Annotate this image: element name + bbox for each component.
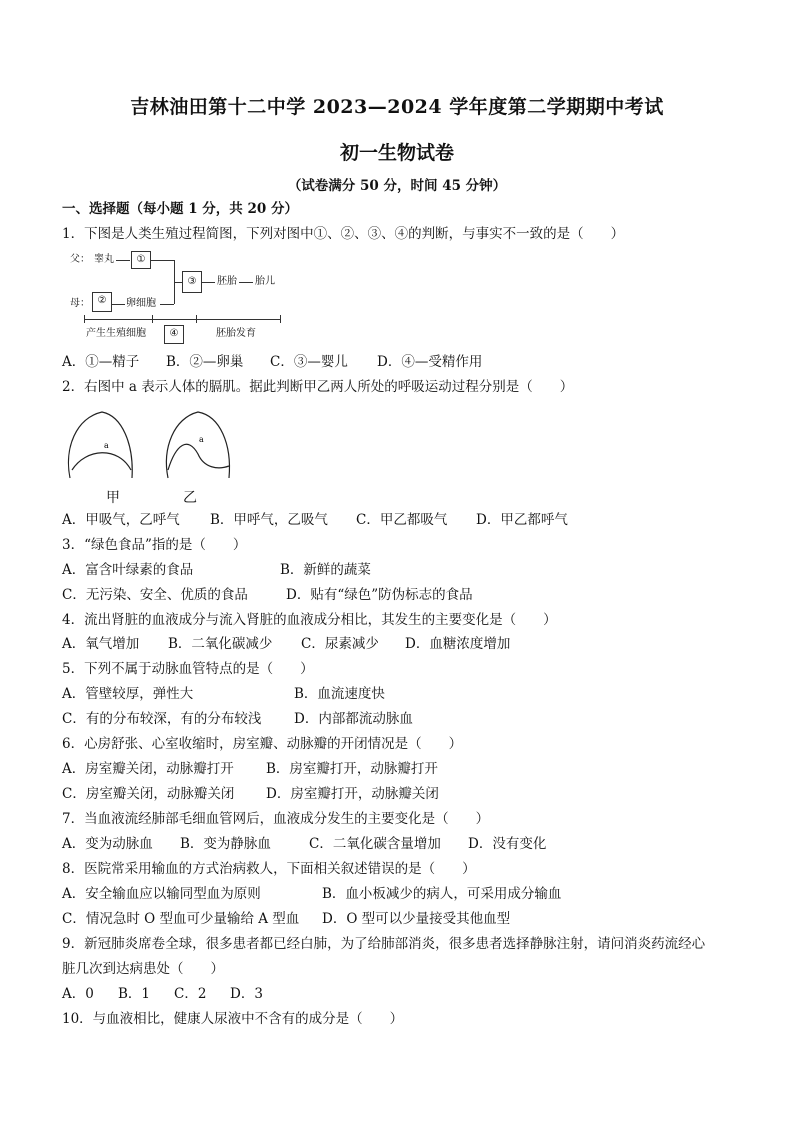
- q6-option-a[interactable]: A．房室瓣关闭，动脉瓣打开: [62, 761, 234, 777]
- reproduction-diagram: [70, 248, 282, 346]
- q7-option-c[interactable]: C．二氧化碳含量增加: [309, 836, 441, 852]
- q9-option-c[interactable]: C．2: [174, 986, 207, 1002]
- q5-option-d[interactable]: D．内部都流动脉血: [294, 711, 413, 727]
- q4-option-a[interactable]: A．氧气增加: [62, 636, 140, 652]
- arrow-line: [201, 282, 215, 283]
- arrow-line: [239, 282, 253, 283]
- connector-line: [160, 304, 174, 305]
- q3-option-c[interactable]: C．无污染、安全、优质的食品: [62, 587, 248, 603]
- question-4-stem: 4．流出肾脏的血液成分与流入肾脏的血液成分相比，其发生的主要变化是（ ）: [62, 612, 557, 628]
- q8-option-a[interactable]: A．安全输血应以输同型血为原则: [62, 886, 261, 902]
- q8-option-b[interactable]: B．血小板减少的病人，可采用成分输血: [322, 886, 562, 902]
- exam-subtitle: 初一生物试卷: [339, 142, 454, 164]
- q3-option-d[interactable]: D．贴有“绿色”防伪标志的食品: [286, 587, 473, 603]
- question-10-stem: 10．与血液相比，健康人尿液中不含有的成分是（ ）: [62, 1011, 404, 1027]
- arrow-line: [174, 282, 182, 283]
- q8-option-d[interactable]: D．O 型可以少量接受其他血型: [322, 911, 511, 927]
- stage-tick: [84, 315, 85, 323]
- question-9-stem-line2: 脏几次到达病患处（ ）: [62, 961, 224, 977]
- question-2-stem: 2．右图中 a 表示人体的膈肌。据此判断甲乙两人所处的呼吸运动过程分别是（ ）: [62, 379, 574, 395]
- q5-option-c[interactable]: C．有的分布较深，有的分布较浅: [62, 711, 262, 727]
- egg-label: 卵细胞: [126, 298, 156, 309]
- section-heading: 一、选择题（每小题 1 分，共 20 分）: [62, 201, 298, 217]
- question-5-stem: 5．下列不属于动脉血管特点的是（ ）: [62, 661, 314, 677]
- fetus-label: 胎儿: [255, 276, 275, 287]
- q6-option-d[interactable]: D．房室瓣打开，动脉瓣关闭: [266, 786, 439, 802]
- q7-option-b[interactable]: B．变为静脉血: [180, 836, 271, 852]
- embryo-label: 胚胎: [217, 276, 237, 287]
- q2-option-d[interactable]: D．甲乙都呼气: [476, 512, 568, 528]
- stage-label-embryo-development: 胚胎发育: [216, 328, 256, 339]
- q4-option-b[interactable]: B．二氧化碳减少: [168, 636, 273, 652]
- label-a-right: a: [199, 435, 204, 444]
- q1-option-b[interactable]: B．②—卵巢: [166, 354, 244, 370]
- arrow-line: [111, 304, 125, 305]
- question-9-stem-line1: 9．新冠肺炎席卷全球，很多患者都已经白肺，为了给肺部消炎，很多患者选择静脉注射，请问消炎药流经心: [62, 936, 706, 952]
- stage-divider: [84, 319, 280, 320]
- connector-line: [150, 260, 174, 261]
- question-6-stem: 6．心房舒张、心室收缩时，房室瓣、动脉瓣的开闭情况是（ ）: [62, 736, 463, 752]
- q1-option-a[interactable]: A．①—精子: [62, 354, 140, 370]
- q1-option-c[interactable]: C．③—婴儿: [270, 354, 348, 370]
- q9-option-a[interactable]: A．0: [62, 986, 94, 1002]
- stage-tick: [196, 315, 197, 323]
- caption-yi: 乙: [183, 490, 197, 506]
- question-3-stem: 3．“绿色食品”指的是（ ）: [62, 537, 247, 553]
- caption-jia: 甲: [106, 490, 120, 506]
- box-3: ③: [182, 271, 202, 293]
- question-1-stem: 1．下图是人类生殖过程简图，下列对图中①、②、③、④的判断，与事实不一致的是（ ）: [62, 226, 625, 242]
- q4-option-c[interactable]: C．尿素减少: [301, 636, 379, 652]
- q1-option-d[interactable]: D．④—受精作用: [377, 354, 483, 370]
- stage-label-germ-cells: 产生生殖细胞: [86, 328, 146, 339]
- q7-option-a[interactable]: A．变为动脉血: [62, 836, 153, 852]
- box-1: ①: [131, 251, 151, 269]
- question-8-stem: 8．医院常采用输血的方式治病救人，下面相关叙述错误的是（ ）: [62, 861, 476, 877]
- exam-title: 吉林油田第十二中学 2023—2024 学年度第二学期期中考试: [130, 96, 664, 118]
- q2-option-a[interactable]: A．甲吸气，乙呼气: [62, 512, 180, 528]
- q9-option-b[interactable]: B．1: [118, 986, 151, 1002]
- q5-option-b[interactable]: B．血流速度快: [294, 686, 385, 702]
- label-a-left: a: [104, 441, 109, 450]
- q6-option-c[interactable]: C．房室瓣关闭，动脉瓣关闭: [62, 786, 235, 802]
- q6-option-b[interactable]: B．房室瓣打开，动脉瓣打开: [266, 761, 438, 777]
- stage-tick: [152, 315, 153, 323]
- q9-option-d[interactable]: D．3: [230, 986, 263, 1002]
- mother-label: 母：: [70, 298, 90, 309]
- question-7-stem: 7．当血液流经肺部毛细血管网后，血液成分发生的主要变化是（ ）: [62, 811, 490, 827]
- box-4: ④: [164, 325, 184, 344]
- q2-option-c[interactable]: C．甲乙都吸气: [356, 512, 448, 528]
- exam-note: （试卷满分 50 分，时间 45 分钟）: [287, 178, 507, 194]
- arrow-line: [116, 260, 130, 261]
- q3-option-b[interactable]: B．新鲜的蔬菜: [280, 562, 371, 578]
- thorax-illustration: [64, 408, 234, 483]
- q4-option-d[interactable]: D．血糖浓度增加: [405, 636, 511, 652]
- q8-option-c[interactable]: C．情况急时 O 型血可少量输给 A 型血: [62, 911, 300, 927]
- box-2: ②: [92, 292, 112, 312]
- q3-option-a[interactable]: A．富含叶绿素的食品: [62, 562, 194, 578]
- diaphragm-diagram: [64, 408, 234, 508]
- stage-tick: [280, 315, 281, 323]
- q2-option-b[interactable]: B．甲呼气，乙吸气: [210, 512, 328, 528]
- testis-label: 睾丸: [94, 254, 114, 265]
- father-label: 父：: [70, 254, 90, 265]
- q7-option-d[interactable]: D．没有变化: [468, 836, 547, 852]
- q5-option-a[interactable]: A．管壁较厚，弹性大: [62, 686, 194, 702]
